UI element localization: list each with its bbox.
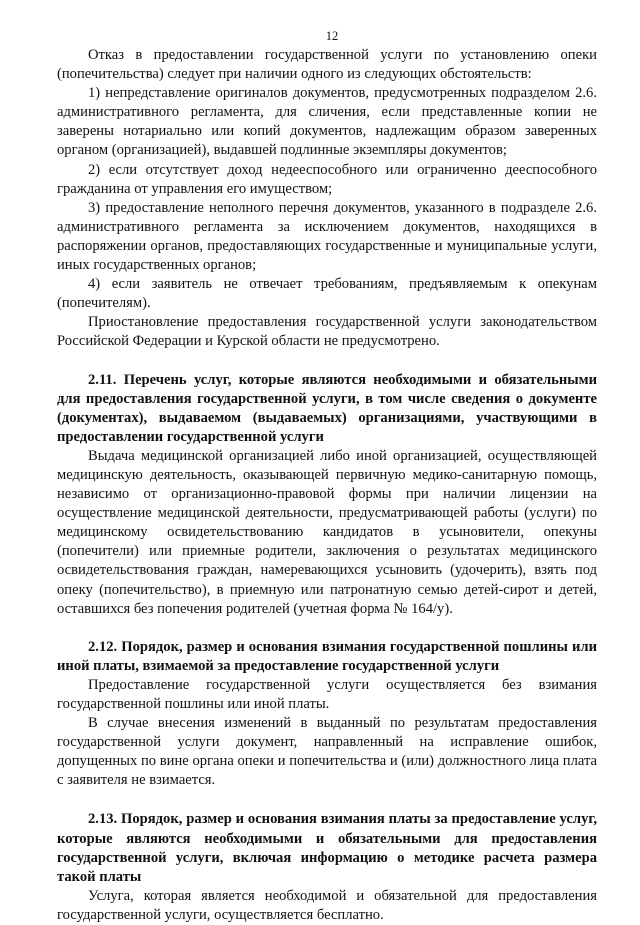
section-2-12-text-1: Предоставление государственной услуги осуществляется без взимания государственной пошлины или иной платы. bbox=[57, 676, 597, 712]
refusal-item-1: 1) непредставление оригиналов документов, предусмотренных подразделом 2.6. административного регламента, для сличения, если представленные копии не заверены нотариально или копий документов, надлежащим образом заверенных органом (организацией), выдавшей подлинные экземпляры документов; bbox=[57, 85, 597, 159]
section-2-12-text-2: В случае внесения изменений в выданный по результатам предоставления государственной услуги документ, направленный на исправление ошибок, допущенных по вине органа опеки и попечительства и (или) должностного лица плата с заявителя не взимается. bbox=[57, 715, 597, 789]
section-2-11-text: Выдача медицинской организацией либо иной организацией, осуществляющей медицинскую деятельность, оказывающей первичную медико-санитарную помощь, независимо от организационно-правовой формы при наличии лицензии на осуществление медицинской деятельности, предусматривающей работы (услуги) по медицинскому освидетельствованию кандидатов в усыновители, опекуны (попечители) или приемные родители, заключения о результатах медицинского освидетельствования граждан, намеревающихся усыновить (удочерить), взять под опеку (попечительство), в приемную или патронатную семью детей-сирот и детей, оставшихся без попечения родителей (учетная форма № 164/у). bbox=[57, 447, 597, 617]
section-spacer bbox=[57, 619, 597, 638]
section-2-13-text: Услуга, которая является необходимой и обязательной для предоставления государственной услуги, осуществляется бесплатно. bbox=[57, 887, 597, 923]
refusal-item-3: 3) предоставление неполного перечня документов, указанного в подразделе 2.6. административного регламента за исключением документов, находящихся в распоряжении органов, предоставляющих государственные и муниципальные услуги, иных государственных органов; bbox=[57, 199, 597, 274]
document-page bbox=[57, 28, 597, 925]
section-2-13-heading: 2.13. Порядок, размер и основания взимания платы за предоставление услуг, которые являются необходимыми и обязательными для предоставления государственной услуги, включая информацию о методике расчета размера такой платы bbox=[57, 811, 597, 885]
refusal-item-4: 4) если заявитель не отвечает требованиям, предъявляемым к опекунам (попечителям). bbox=[57, 276, 597, 312]
section-2-12-heading: 2.12. Порядок, размер и основания взимания государственной пошлины или иной платы, взимаемой за предоставление государственной услуги bbox=[57, 638, 597, 674]
section-spacer bbox=[57, 790, 597, 810]
section-spacer bbox=[57, 352, 597, 371]
page-number: 12 bbox=[325, 29, 339, 43]
refusal-item-2: 2) если отсутствует доход недееспособного или ограниченно дееспособного гражданина от управления его имуществом; bbox=[57, 161, 597, 197]
refusal-paragraph: Отказ в предоставлении государственной услуги по установлению опеки (попечительства) следует при наличии одного из следующих обстоятельств: bbox=[57, 47, 597, 83]
suspension-paragraph: Приостановление предоставления государственной услуги законодательством Российской Федерации и Курской области не предусмотрено. bbox=[57, 314, 597, 350]
section-2-11-heading: 2.11. Перечень услуг, которые являются необходимыми и обязательными для предоставления государственной услуги, в том числе сведения о документе (документах), выдаваемом (выдаваемых) организациями, участвующими в предоставлении государственной услуги bbox=[57, 371, 597, 445]
